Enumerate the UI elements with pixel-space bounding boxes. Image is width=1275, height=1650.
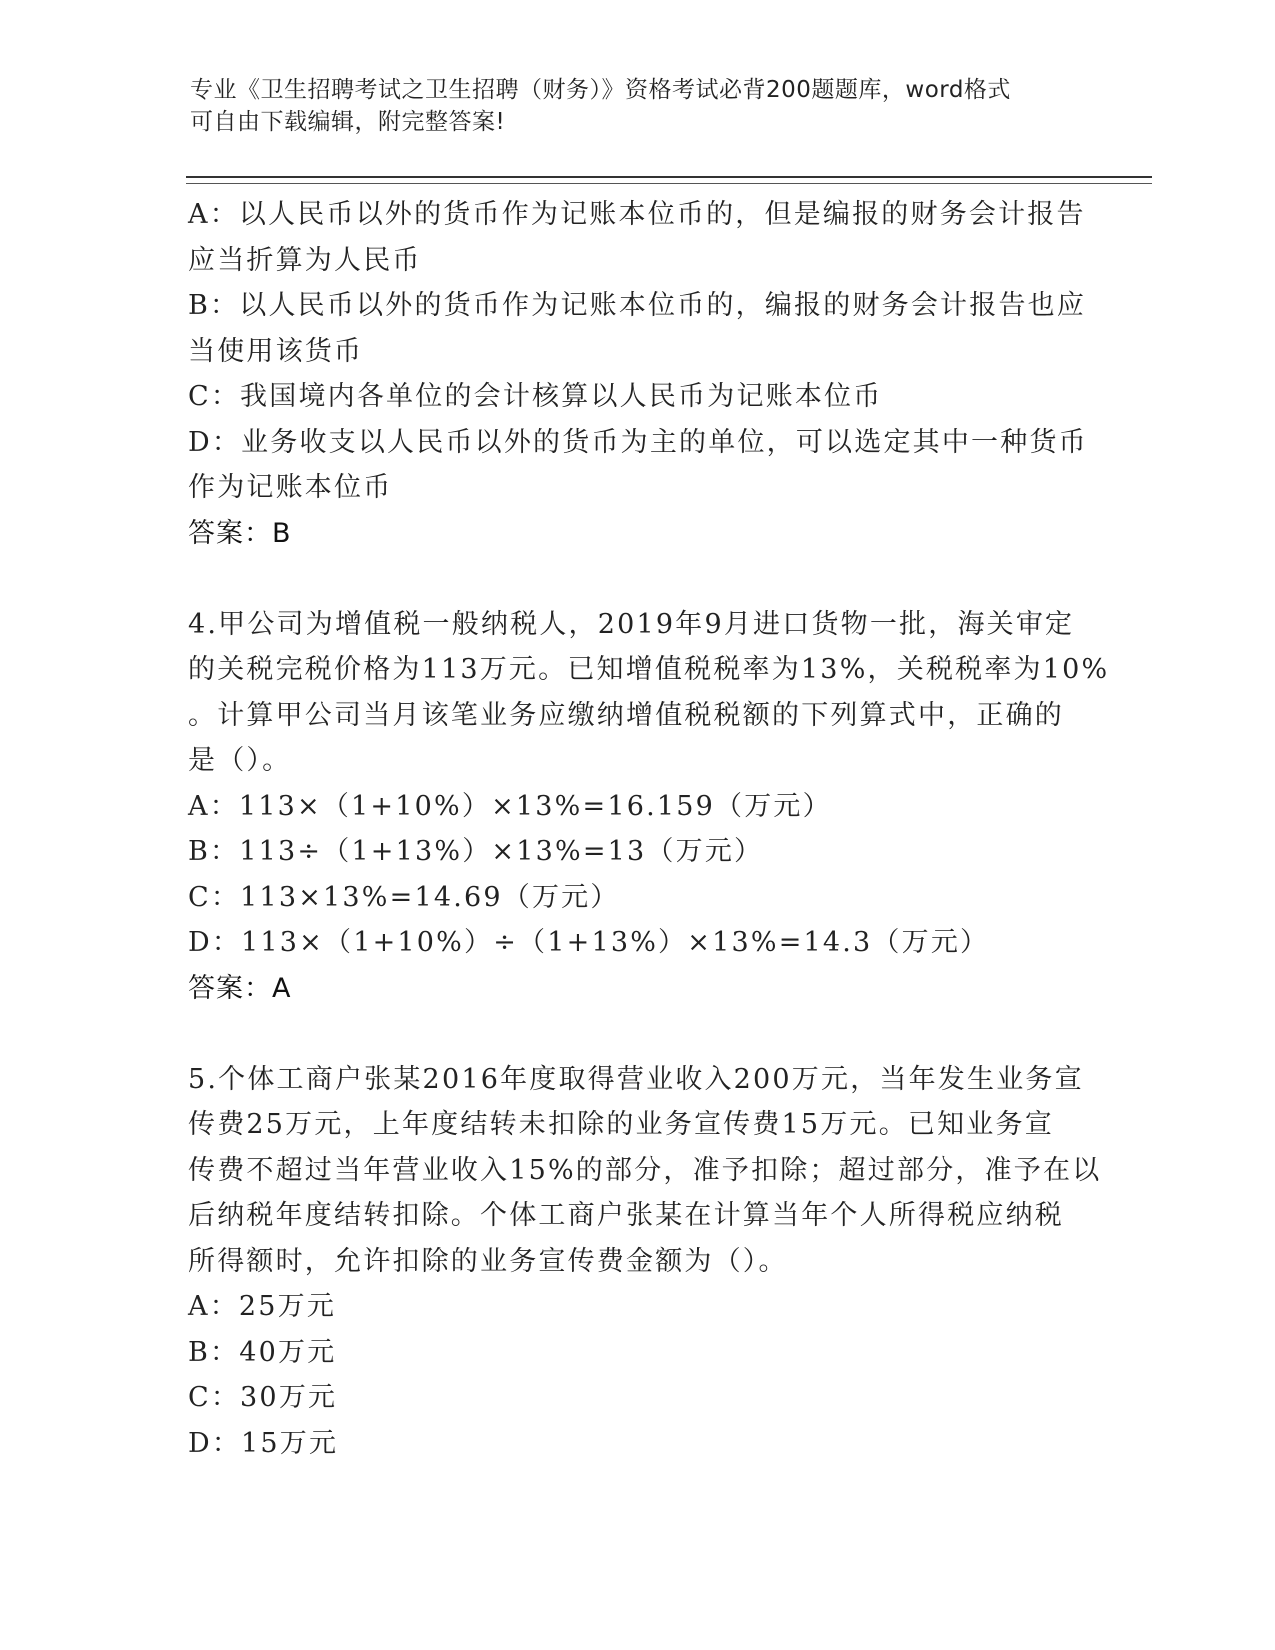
q3-option-d-line-1: D：业务收支以人民币以外的货币为主的单位，可以选定其中一种货币 bbox=[188, 426, 1088, 458]
question-content bbox=[188, 192, 1110, 1466]
header-divider-thick bbox=[186, 176, 1152, 178]
q4-stem-line-4: 是（）。 bbox=[188, 745, 292, 776]
q3-option-b-line-2: 当使用该货币 bbox=[188, 335, 364, 367]
q5-option-a: A：25万元 bbox=[188, 1291, 337, 1322]
q4-stem-line-2: 的关税完税价格为113万元。已知增值税税率为13%，关税税率为10% bbox=[188, 654, 1110, 685]
header-title-line-1: 专业《卫生招聘考试之卫生招聘（财务）》资格考试必背200题题库，word格式 bbox=[190, 77, 1011, 103]
q4-answer: 答案：A bbox=[188, 972, 292, 1004]
q4-option-b: B：113÷（1+13%）×13%=13（万元） bbox=[188, 836, 764, 867]
q3-option-b-line-1: B：以人民币以外的货币作为记账本位币的，编报的财务会计报告也应 bbox=[188, 290, 1087, 321]
q3-option-a-line-1: A：以人民币以外的货币作为记账本位币的，但是编报的财务会计报告 bbox=[188, 199, 1086, 230]
q5-option-b: B：40万元 bbox=[188, 1336, 337, 1368]
q3-option-d-line-2: 作为记账本位币 bbox=[188, 472, 393, 503]
q5-stem-line-3: 传费不超过当年营业收入15%的部分，准予扣除；超过部分，准予在以 bbox=[188, 1154, 1102, 1186]
q5-option-d: D：15万元 bbox=[188, 1427, 339, 1459]
q4-option-a: A：113×（1+10%）×13%=16.159（万元） bbox=[188, 790, 832, 822]
q4-stem-line-3: 。计算甲公司当月该笔业务应缴纳增值税税额的下列算式中，正确的 bbox=[188, 699, 1064, 731]
q4-stem-line-1: 4.甲公司为增值税一般纳税人，2019年9月进口货物一批，海关审定 bbox=[188, 608, 1075, 640]
spacer bbox=[188, 556, 1088, 602]
question-4-block bbox=[188, 602, 1110, 1012]
q4-option-d: D：113×（1+10%）÷（1+13%）×13%=14.3（万元） bbox=[188, 927, 990, 958]
q5-stem-line-5: 所得额时，允许扣除的业务宣传费金额为（）。 bbox=[188, 1245, 788, 1277]
q4-option-c: C：113×13%=14.69（万元） bbox=[188, 881, 620, 913]
q3-answer: 答案：B bbox=[188, 517, 292, 549]
q5-stem-line-2: 传费25万元，上年度结转未扣除的业务宣传费15万元。已知业务宣 bbox=[188, 1109, 1054, 1140]
header-title-line-2: 可自由下载编辑，附完整答案! bbox=[190, 109, 506, 135]
q3-option-c: C：我国境内各单位的会计核算以人民币为记账本位币 bbox=[188, 381, 883, 412]
q5-option-c: C：30万元 bbox=[188, 1382, 338, 1413]
page-header bbox=[190, 74, 1070, 138]
q5-stem-line-4: 后纳税年度结转扣除。个体工商户张某在计算当年个人所得税应纳税 bbox=[188, 1200, 1064, 1231]
header-divider-thin bbox=[186, 183, 1152, 184]
question-3-block bbox=[188, 192, 1088, 556]
question-5-block bbox=[188, 1057, 1102, 1467]
spacer bbox=[188, 1011, 1088, 1057]
q5-stem-line-1: 5.个体工商户张某2016年度取得营业收入200万元，当年发生业务宣 bbox=[188, 1063, 1084, 1095]
q3-option-a-line-2: 应当折算为人民币 bbox=[188, 244, 422, 276]
